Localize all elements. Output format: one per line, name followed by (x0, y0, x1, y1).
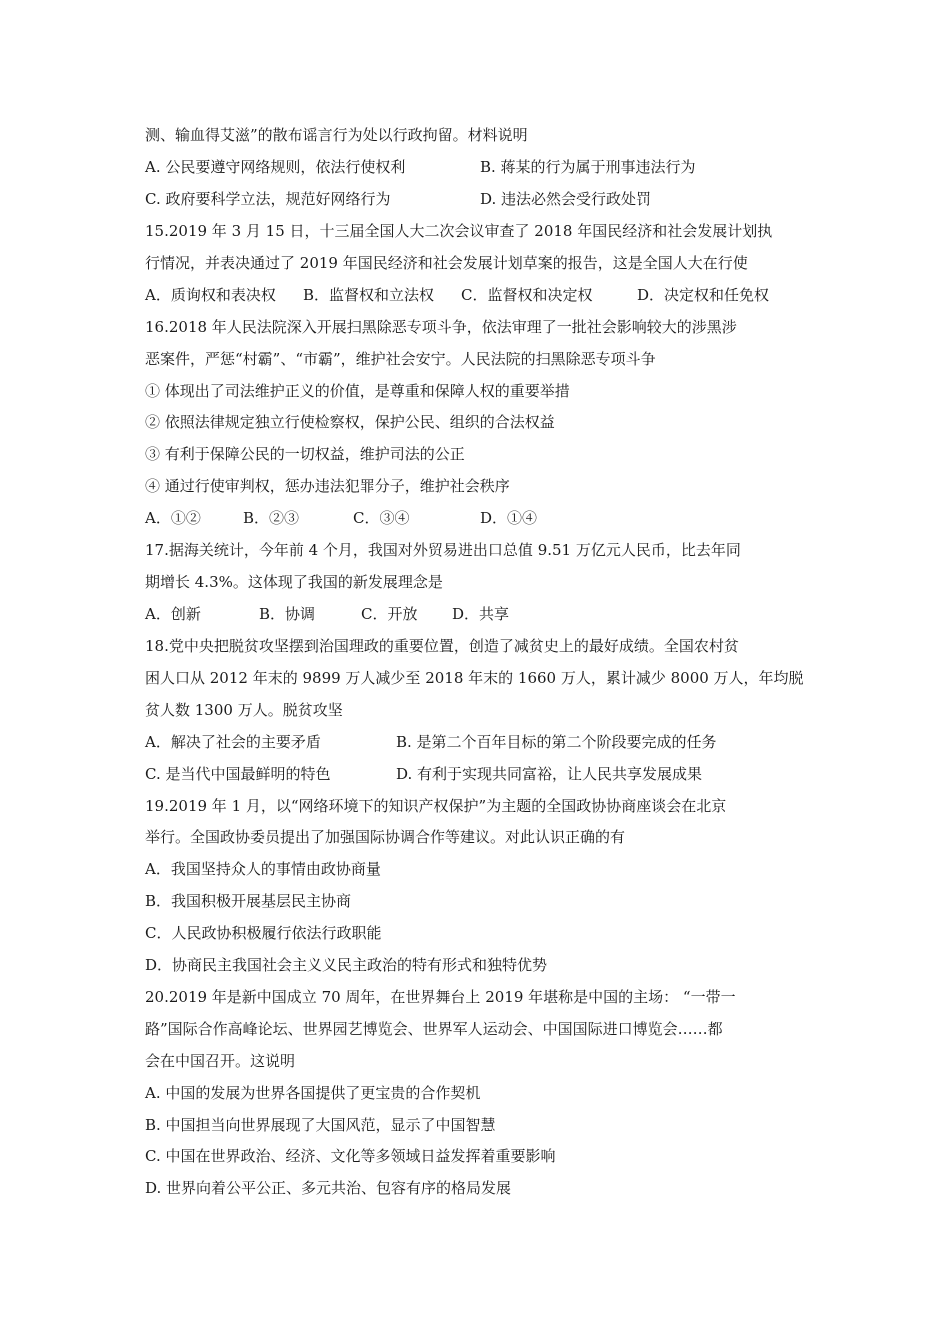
q20-option-c: C. 中国在世界政治、经济、文化等多领域日益发挥着重要影响 (145, 1147, 556, 1165)
q15-options-row (145, 285, 805, 305)
q16-option-b: B．②③ (243, 509, 300, 527)
q14-options-row2 (145, 189, 765, 209)
q18-options-row1 (145, 732, 805, 752)
q14-stem-tail: 测、输血得艾滋”的散布谣言行为处以行政拘留。材料说明 (145, 126, 528, 144)
q15-option-d: D．决定权和任免权 (637, 286, 770, 304)
q20-option-b: B. 中国担当向世界展现了大国风范，显示了中国智慧 (145, 1116, 496, 1134)
q14-options-row1 (145, 157, 765, 177)
q17-option-c: C．开放 (361, 605, 418, 623)
q18-stem-line3: 贫人数 1300 万人。脱贫攻坚 (145, 701, 343, 719)
q18-option-d: D. 有利于实现共同富裕，让人民共享发展成果 (396, 765, 703, 783)
q19-option-d: D．协商民主我国社会主义义民主政治的特有形式和独特优势 (145, 956, 548, 974)
q18-options-row2 (145, 764, 805, 784)
q19-stem-line1: 19.2019 年 1 月，以“网络环境下的知识产权保护”为主题的全国政协协商座谈会在北京 (145, 797, 727, 815)
q15-option-c: C．监督权和决定权 (461, 286, 593, 304)
q14-option-d: D. 违法必然会受行政处罚 (480, 190, 652, 208)
q17-option-b: B．协调 (259, 605, 316, 623)
q19-stem-line2: 举行。全国政协委员提出了加强国际协调合作等建议。对此认识正确的有 (145, 828, 626, 846)
q17-option-a: A．创新 (145, 605, 201, 623)
q19-option-a: A．我国坚持众人的事情由政协商量 (145, 860, 381, 878)
q18-option-c: C. 是当代中国最鲜明的特色 (145, 765, 331, 783)
q17-option-d: D．共享 (452, 605, 510, 623)
q16-statement-4: ④ 通过行使审判权，惩办违法犯罪分子，维护社会秩序 (145, 477, 510, 495)
q16-stem-line1: 16.2018 年人民法院深入开展扫黑除恶专项斗争，依法审理了一批社会影响较大的涉黑涉 (145, 318, 737, 336)
q14-option-c: C. 政府要科学立法，规范好网络行为 (145, 190, 391, 208)
q15-stem-line1: 15.2019 年 3 月 15 日，十三届全国人大二次会议审查了 2018 年国民经济和社会发展计划执 (145, 222, 773, 240)
q17-options-row (145, 604, 545, 624)
q16-statement-1: ① 体现出了司法维护正义的价值，是尊重和保障人权的重要举措 (145, 382, 570, 400)
q16-stem-line2: 恶案件，严惩“村霸”、“市霸”，维护社会安宁。人民法院的扫黑除恶专项斗争 (145, 350, 656, 368)
q16-option-a: A．①② (145, 509, 201, 527)
q14-option-b: B. 蒋某的行为属于刑事违法行为 (480, 158, 696, 176)
q15-option-a: A．质询权和表决权 (145, 286, 276, 304)
q18-option-b: B. 是第二个百年目标的第二个阶段要完成的任务 (396, 733, 717, 751)
q17-stem-line1: 17.据海关统计，今年前 4 个月，我国对外贸易进出口总值 9.51 万亿元人民币，比去年同 (145, 541, 741, 559)
q20-option-d: D. 世界向着公平公正、多元共治、包容有序的格局发展 (145, 1179, 512, 1197)
q19-option-b: B．我国积极开展基层民主协商 (145, 892, 352, 910)
q16-statement-3: ③ 有利于保障公民的一切权益，维护司法的公正 (145, 445, 465, 463)
q16-options-row (145, 508, 565, 528)
q15-option-b: B．监督权和立法权 (303, 286, 435, 304)
q20-stem-line1: 20.2019 年是新中国成立 70 周年，在世界舞台上 2019 年堪称是中国的主场： “一带一 (145, 988, 736, 1006)
q20-stem-line3: 会在中国召开。这说明 (145, 1052, 296, 1070)
q16-statement-2: ② 依照法律规定独立行使检察权，保护公民、组织的合法权益 (145, 413, 555, 431)
q17-stem-line2: 期增长 4.3%。这体现了我国的新发展理念是 (145, 573, 443, 591)
q18-option-a: A．解决了社会的主要矛盾 (145, 733, 321, 751)
q18-stem-line1: 18.党中央把脱贫攻坚摆到治国理政的重要位置，创造了减贫史上的最好成绩。全国农村贫 (145, 637, 739, 655)
q14-option-a: A. 公民要遵守网络规则，依法行使权利 (145, 158, 406, 176)
q18-stem-line2: 困人口从 2012 年末的 9899 万人减少至 2018 年末的 1660 万人，累计减少 8000 万人，年均脱 (145, 669, 804, 687)
q16-option-d: D．①④ (480, 509, 538, 527)
q15-stem-line2: 行情况，并表决通过了 2019 年国民经济和社会发展计划草案的报告，这是全国人大在行使 (145, 254, 748, 272)
q20-option-a: A. 中国的发展为世界各国提供了更宝贵的合作契机 (145, 1084, 481, 1102)
q20-stem-line2: 路”国际合作高峰论坛、世界园艺博览会、世界军人运动会、中国国际进口博览会……都 (145, 1020, 723, 1038)
q19-option-c: C．人民政协积极履行依法行政职能 (145, 924, 382, 942)
q16-option-c: C．③④ (353, 509, 410, 527)
